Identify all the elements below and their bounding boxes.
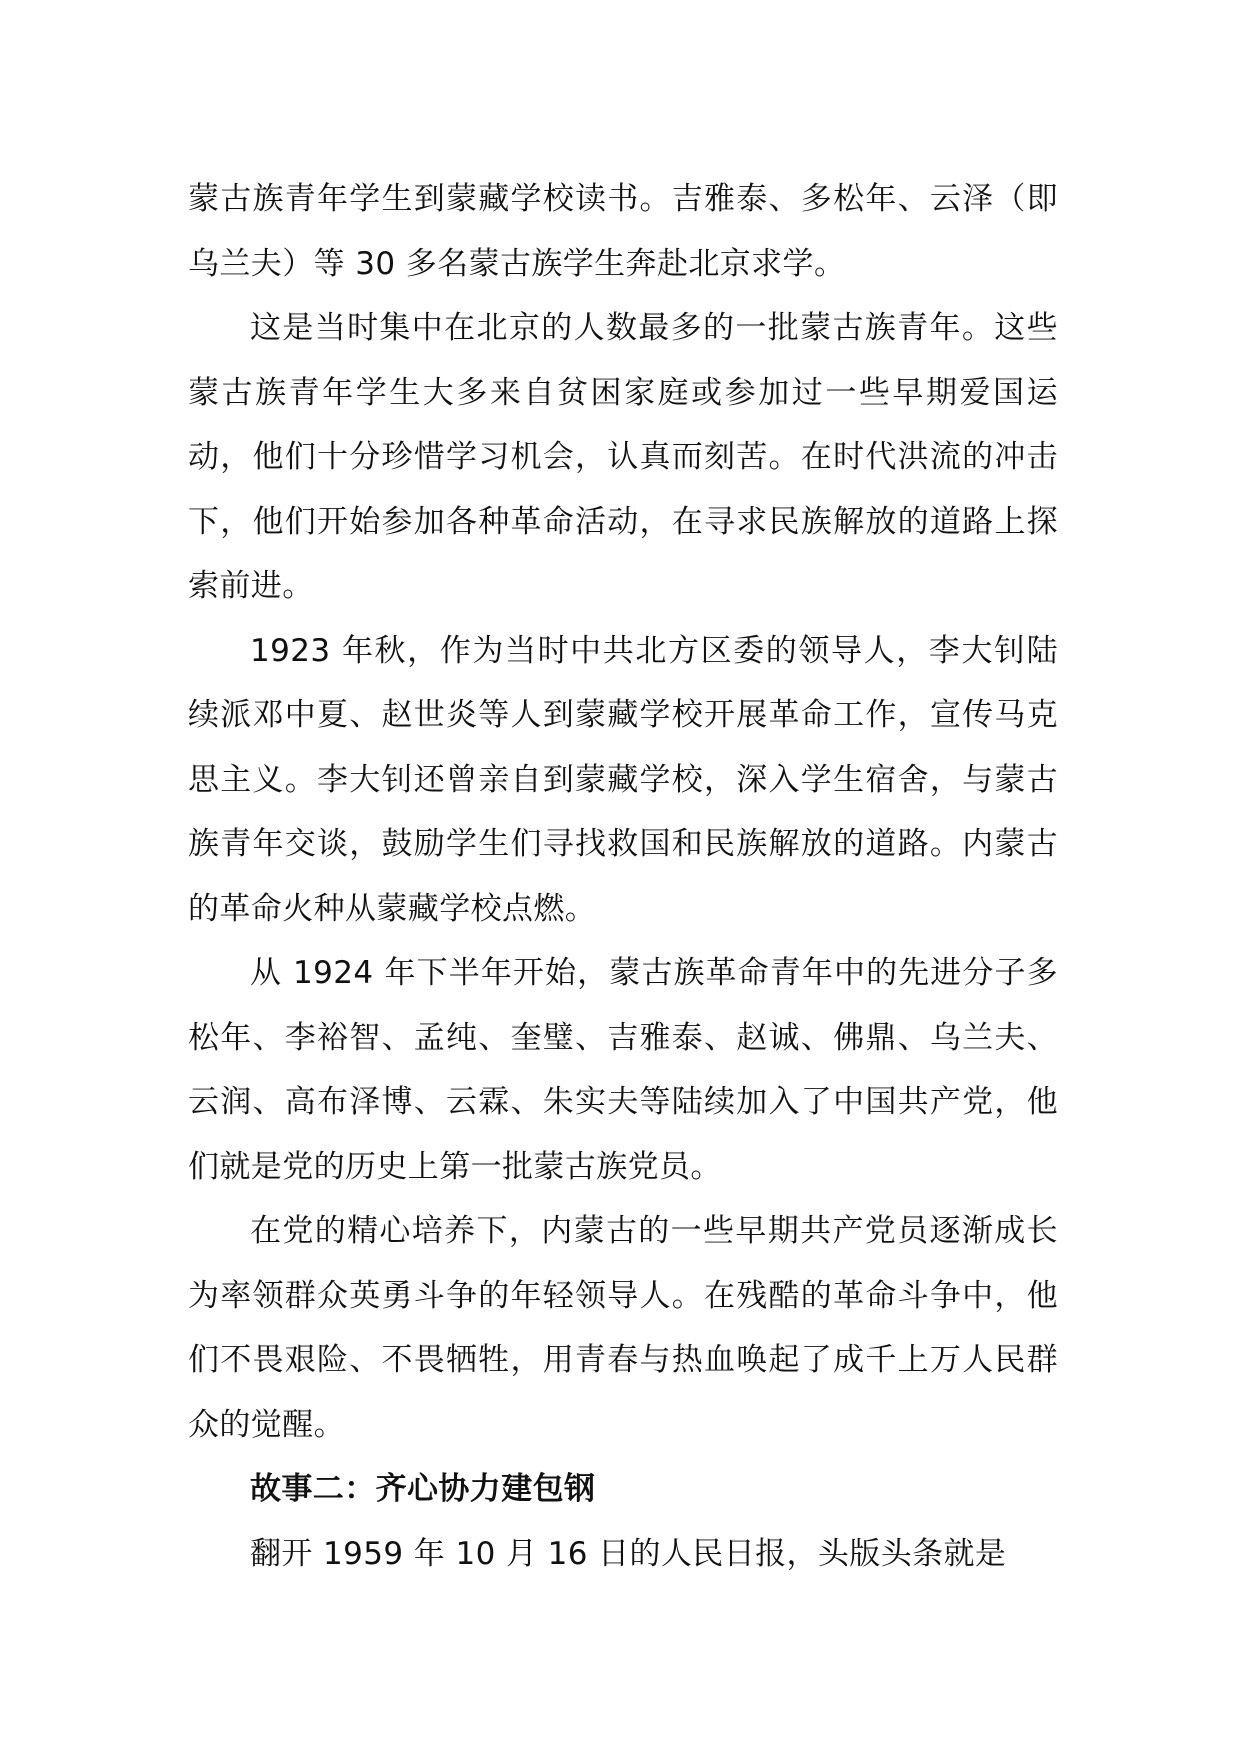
section-heading: 故事二：齐心协力建包钢 — [250, 1471, 596, 1507]
paragraph: 在党的精心培养下，内蒙古的一些早期共产党员逐渐成长为率领群众英勇斗争的年轻领导人。在残酷的革命斗争中，他们不畏艰险、不畏牺牲，用青春与热血唤起了成千上万人民群众的觉醒。 — [188, 1213, 1058, 1443]
paragraph: 翻开 1959 年 10 月 16 日的人民日报，头版头条就是 — [250, 1535, 1007, 1572]
paragraph: 这是当时集中在北京的人数最多的一批蒙古族青年。这些蒙古族青年学生大多来自贫困家庭或参加过一些早期爱国运动，他们十分珍惜学习机会，认真而刻苦。在时代洪流的冲击下，他们开始参加各种革命活动，在寻求民族解放的道路上探索前进。 — [188, 310, 1058, 604]
paragraph: 从 1924 年下半年开始，蒙古族革命青年中的先进分子多松年、李裕智、孟纯、奎璧、吉雅泰、赵诚、佛鼎、乌兰夫、云润、高布泽博、云霖、朱实夫等陆续加入了中国共产党，他们就是党的历史上第一批蒙古族党员。 — [188, 955, 1058, 1185]
paragraph-continued: 蒙古族青年学生到蒙藏学校读书。吉雅泰、多松年、云泽（即乌兰夫）等 30 多名蒙古族学生奔赴北京求学。 — [188, 181, 1058, 282]
paragraph: 1923 年秋，作为当时中共北方区委的领导人，李大钊陆续派邓中夏、赵世炎等人到蒙藏学校开展革命工作，宣传马克思主义。李大钊还曾亲自到蒙藏学校，深入学生宿舍，与蒙古族青年交谈，鼓励学生们寻找救国和民族解放的道路。内蒙古的革命火种从蒙藏学校点燃。 — [188, 632, 1058, 927]
document-body — [188, 167, 1058, 1586]
